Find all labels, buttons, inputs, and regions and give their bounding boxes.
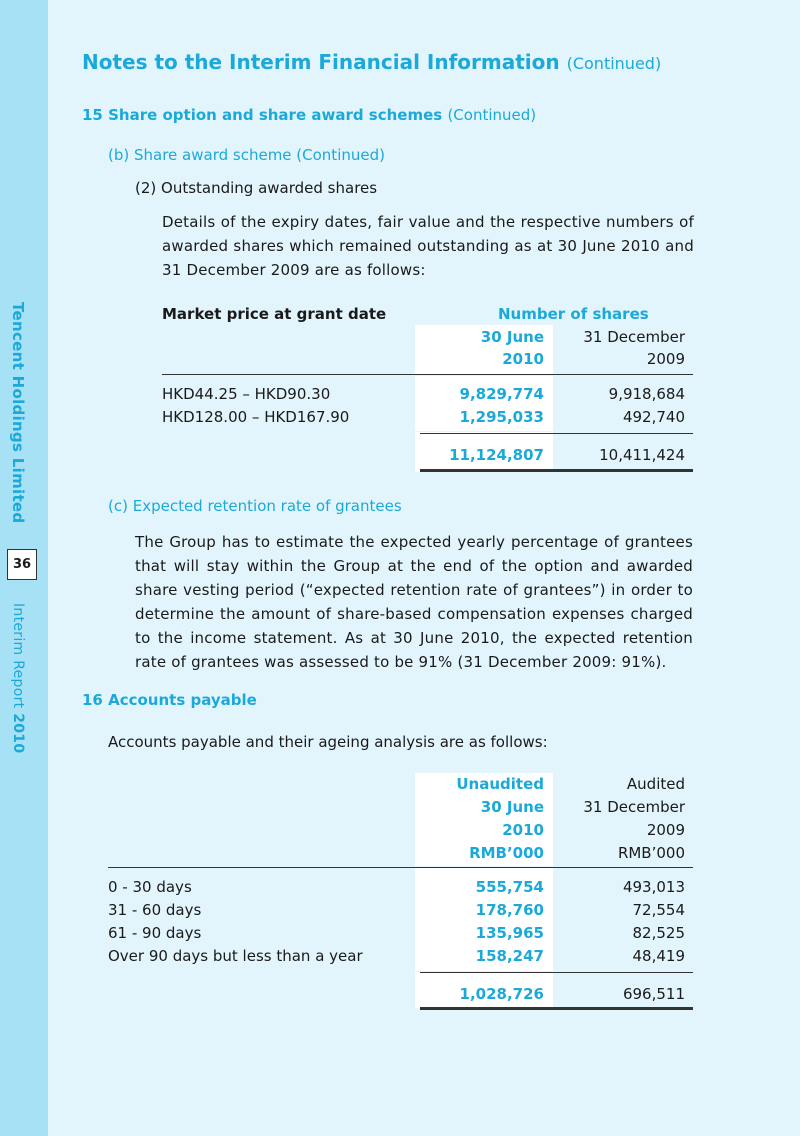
table1-total-2009: 10,411,424 [599, 446, 685, 464]
accounts-payable-paragraph: Accounts payable and their ageing analysis are as follows: [108, 733, 548, 751]
table1-col2-header-line1: 31 December [583, 328, 685, 346]
subsection-c-heading: (c) Expected retention rate of grantees [108, 497, 402, 515]
table2-row-value-2009: 72,554 [632, 901, 685, 919]
table1-row-header: Market price at grant date [162, 305, 387, 323]
section-15-heading-suffix: (Continued) [447, 106, 537, 124]
table1-row-label: HKD44.25 – HKD90.30 [162, 385, 331, 403]
sidebar-company-name: Tencent Holdings Limited [9, 302, 27, 524]
sidebar [0, 0, 48, 1136]
table2-col2-header-line3: 2009 [646, 821, 685, 839]
table2-row-label: 31 - 60 days [108, 901, 202, 919]
outstanding-shares-paragraph: Details of the expiry dates, fair value and the respective numbers of awarded shares which remained outstanding as at 30 June 2010 and 31 December 2009 are as follows: [162, 213, 694, 279]
sidebar-report-label: Interim Report [10, 603, 26, 709]
table2-row-value-2009: 82,525 [632, 924, 685, 942]
table2-col1-header-line2: 30 June [480, 798, 544, 816]
table2-row-label: 61 - 90 days [108, 924, 202, 942]
page-title-suffix: (Continued) [566, 54, 662, 73]
table1-group-header: Number of shares [498, 305, 649, 323]
table1-row-value-2010: 1,295,033 [459, 408, 544, 426]
table2-row-value-2010: 555,754 [475, 878, 544, 896]
table2-row-label: 0 - 30 days [108, 878, 192, 896]
table1-row-value-2009: 492,740 [622, 408, 685, 426]
table2-row-value-2010: 158,247 [475, 947, 544, 965]
table2-col2-header-line1: Audited [626, 775, 685, 793]
sidebar-report-year: 2010 [10, 713, 26, 754]
subsection-2-heading: (2) Outstanding awarded shares [135, 179, 378, 197]
section-15-heading [82, 106, 536, 124]
table2-total-rule [420, 972, 693, 973]
retention-rate-paragraph: The Group has to estimate the expected yearly percentage of grantees that will stay within the Group at the end of the option and awarded share vesting period (“expected retention rate of grantees”) in order to determine the amount of share-based compensation expenses charged to the income statement. As at 30 June 2010, the expected retention rate of grantees was assessed to be 91% (31 December 2009: 91%). [135, 533, 693, 671]
table2-col1-header-line1: Unaudited [456, 775, 544, 793]
sidebar-report-title [10, 603, 26, 753]
table2-col1-header-line4: RMB’000 [469, 844, 544, 862]
table2-row-value-2009: 48,419 [632, 947, 685, 965]
table1-col1-header-line2: 2010 [502, 350, 544, 368]
page-title [82, 50, 661, 74]
table2-col2-header-line2: 31 December [583, 798, 685, 816]
table1-row-label: HKD128.00 – HKD167.90 [162, 408, 350, 426]
table1-header-rule [162, 374, 693, 375]
table1-bottom-rule [420, 469, 693, 472]
table1-row-value-2009: 9,918,684 [608, 385, 685, 403]
page-title-text: Notes to the Interim Financial Information [82, 50, 560, 74]
table2-total-2009: 696,511 [622, 985, 685, 1003]
table2-col2-header-line4: RMB’000 [617, 844, 685, 862]
section-15-heading-text: 15 Share option and share award schemes [82, 106, 443, 124]
table2-row-value-2010: 178,760 [475, 901, 544, 919]
table1-col2-header-line2: 2009 [646, 350, 685, 368]
table1-col1-header-line1: 30 June [480, 328, 544, 346]
table1-row-value-2010: 9,829,774 [459, 385, 544, 403]
page-number: 36 [7, 549, 37, 580]
subsection-b-heading: (b) Share award scheme (Continued) [108, 146, 385, 164]
table2-row-value-2009: 493,013 [622, 878, 685, 896]
table1-total-rule [420, 433, 693, 434]
table2-total-2010: 1,028,726 [459, 985, 544, 1003]
table2-row-label: Over 90 days but less than a year [108, 947, 363, 965]
section-16-heading: 16 Accounts payable [82, 691, 257, 709]
table2-header-rule [108, 867, 693, 868]
table2-col1-header-line3: 2010 [502, 821, 544, 839]
table2-bottom-rule [420, 1007, 693, 1010]
table1-total-2010: 11,124,807 [449, 446, 544, 464]
table2-row-value-2010: 135,965 [475, 924, 544, 942]
